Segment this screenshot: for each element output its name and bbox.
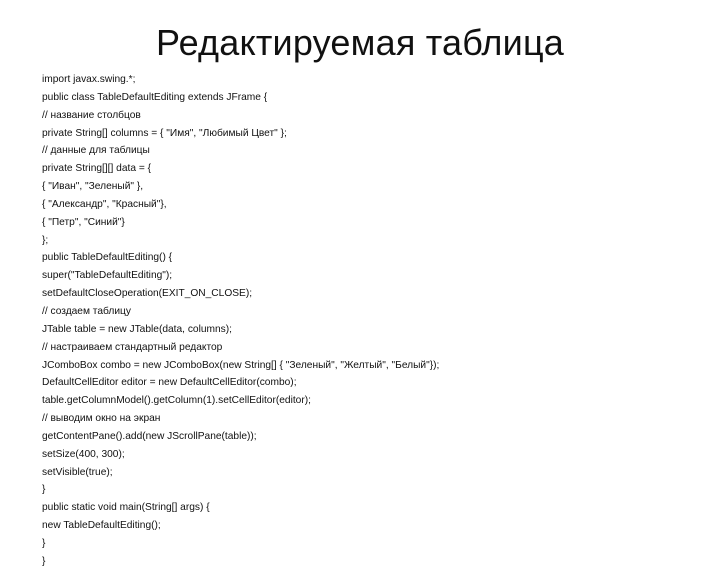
code-line: }; [42, 234, 49, 246]
code-line: public static void main(String[] args) { [42, 502, 210, 514]
code-line: setVisible(true); [42, 466, 113, 478]
slide-title: Редактируемая таблица [155, 22, 564, 63]
code-line: // название столбцов [42, 109, 141, 121]
code-line: { "Петр", "Синий"} [42, 216, 125, 228]
code-line: public TableDefaultEditing() { [42, 252, 173, 264]
code-line: new TableDefaultEditing(); [42, 520, 161, 532]
code-line: DefaultCellEditor editor = new DefaultCellEditor(combo); [42, 377, 297, 389]
code-line: // данные для таблицы [42, 145, 150, 157]
code-line: JComboBox combo = new JComboBox(new String[] { "Зеленый", "Желтый", "Белый"}); [42, 359, 440, 371]
code-line: // создаем таблицу [42, 305, 131, 317]
code-line: { "Иван", "Зеленый" }, [42, 181, 144, 193]
code-listing [42, 71, 702, 571]
code-line: import javax.swing.*; [42, 74, 136, 85]
code-line: } [42, 537, 46, 549]
code-line: // настраиваем стандартный редактор [42, 341, 223, 353]
code-line: setSize(400, 300); [42, 448, 125, 460]
code-line: public class TableDefaultEditing extends JFrame { [42, 91, 268, 103]
code-line: JTable table = new JTable(data, columns); [42, 323, 232, 335]
code-line: // выводим окно на экран [42, 413, 161, 425]
code-line: getContentPane().add(new JScrollPane(table)); [42, 430, 257, 442]
code-line: private String[][] data = { [42, 163, 152, 175]
code-line: } [42, 555, 46, 567]
code-line: private String[] columns = { "Имя", "Любимый Цвет" }; [42, 127, 287, 139]
code-line: super("TableDefaultEditing"); [42, 270, 173, 282]
code-line: { "Александр", "Красный"}, [42, 198, 167, 210]
code-line: table.getColumnModel().getColumn(1).setCellEditor(editor); [42, 395, 311, 407]
code-line: } [42, 484, 46, 496]
code-line: setDefaultCloseOperation(EXIT_ON_CLOSE); [42, 288, 253, 300]
